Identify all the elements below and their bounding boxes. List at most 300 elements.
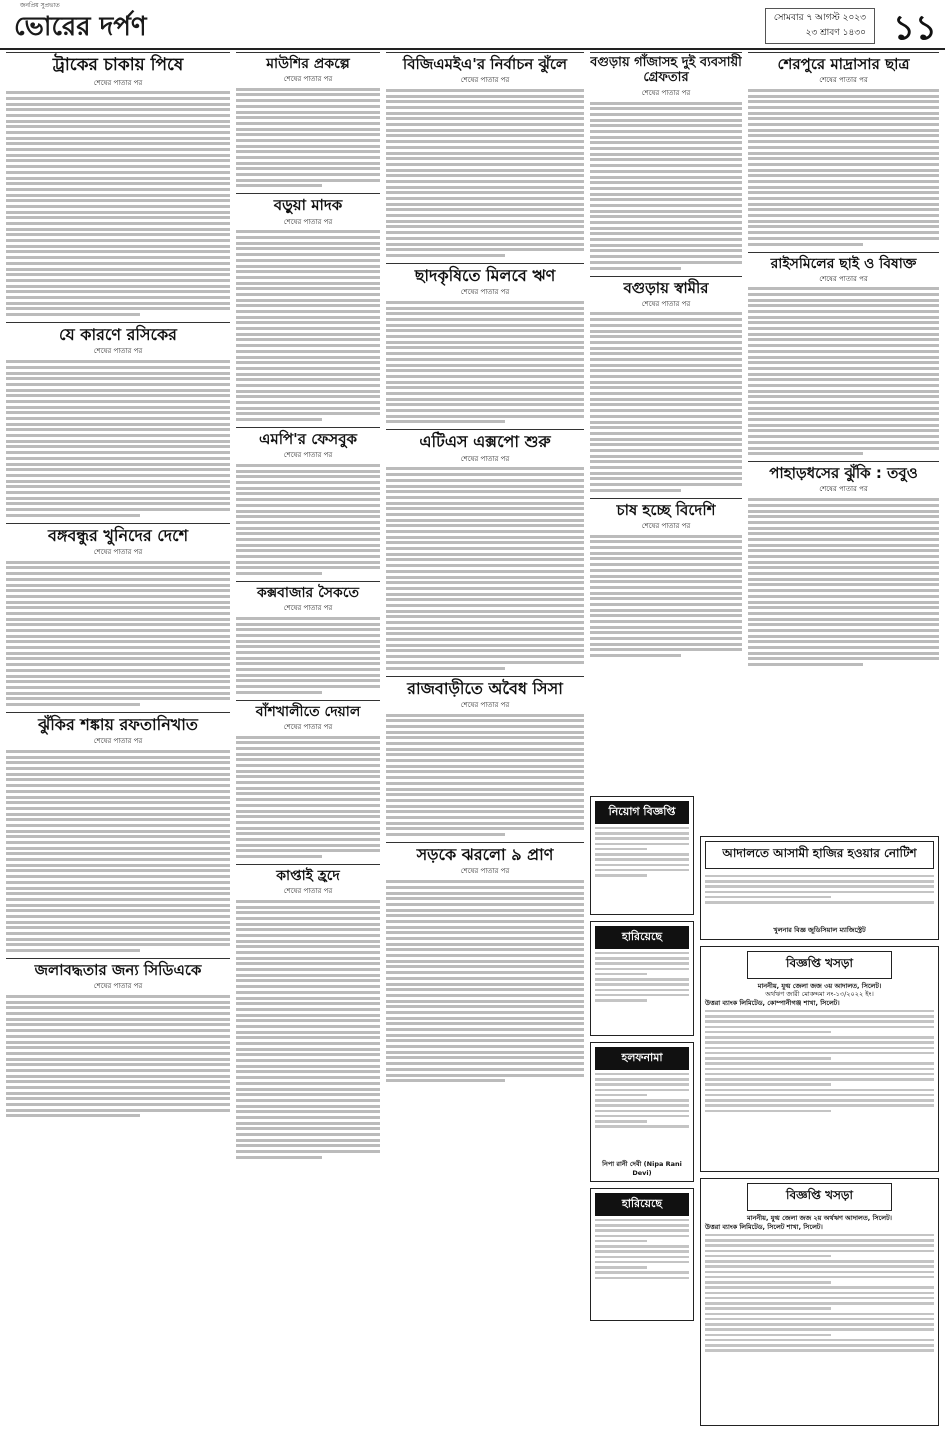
text-line: [590, 580, 742, 583]
text-line: [748, 89, 939, 92]
text-line: [6, 451, 230, 454]
date-block: [765, 8, 875, 44]
text-line: [6, 1114, 140, 1117]
text-line: [705, 1020, 934, 1023]
text-line: [236, 395, 380, 398]
text-line: [595, 1235, 689, 1238]
text-line: [595, 1271, 689, 1274]
text-line: [705, 1244, 934, 1247]
text-line: [236, 957, 380, 960]
text-line: [236, 1156, 322, 1159]
text-line: [236, 532, 380, 535]
text-line: [386, 926, 584, 929]
text-line: [590, 341, 742, 344]
text-line: [386, 358, 584, 361]
text-line: [705, 1302, 934, 1305]
story-continued-label: শেষের পাতার পর: [641, 88, 691, 97]
text-line: [590, 330, 742, 333]
text-line: [6, 1029, 230, 1032]
text-line: [236, 527, 380, 530]
text-line: [6, 796, 230, 799]
text-line: [705, 875, 934, 878]
text-line: [748, 214, 939, 217]
text-line: [386, 610, 584, 613]
text-line: [590, 460, 742, 463]
text-line: [595, 952, 689, 955]
text-line: [748, 197, 939, 200]
text-line: [748, 100, 939, 103]
text-line: [6, 137, 230, 140]
text-line: [705, 1349, 934, 1352]
text-line: [386, 403, 584, 406]
text-line: [386, 827, 584, 830]
text-line: [590, 415, 742, 418]
text-line: [748, 612, 939, 615]
text-line: [748, 208, 939, 211]
text-line: [6, 222, 230, 225]
text-line: [748, 424, 939, 427]
text-line: [6, 233, 230, 236]
text-line: [386, 502, 584, 505]
text-line: [236, 1133, 380, 1136]
text-line: [236, 1053, 380, 1056]
text-line: [6, 1012, 230, 1015]
text-line: [6, 480, 230, 483]
text-line: [236, 827, 380, 830]
text-line: [748, 191, 939, 194]
text-line: [386, 479, 584, 482]
text-line: [705, 1036, 934, 1039]
text-line: [236, 792, 380, 795]
text-line: [236, 259, 380, 262]
story-body-text: [590, 535, 742, 657]
text-line: [590, 626, 742, 629]
text-line: [705, 1068, 934, 1071]
text-line: [236, 504, 380, 507]
text-line: [748, 606, 939, 609]
text-line: [595, 1256, 689, 1259]
text-line: [6, 285, 230, 288]
text-line: [705, 1271, 934, 1274]
text-line: [236, 111, 380, 114]
text-line: [236, 1093, 380, 1096]
text-line: [236, 787, 380, 790]
text-line: [6, 921, 230, 924]
text-line: [6, 194, 230, 197]
text-line: [595, 1104, 689, 1107]
story-headline: পাহাড়ধসের ঝুঁকি : তবুও: [748, 461, 939, 482]
text-line: [705, 1323, 934, 1326]
text-line: [236, 1144, 380, 1147]
text-line: [6, 463, 230, 466]
text-line: [590, 113, 742, 116]
text-line: [595, 1245, 689, 1248]
text-line: [236, 361, 380, 364]
story-continued-label: শেষের পাতার পর: [283, 722, 333, 731]
text-line: [590, 369, 742, 372]
text-line: [590, 569, 742, 572]
news-story: [6, 712, 230, 952]
text-line: [748, 225, 939, 228]
text-line: [236, 917, 380, 920]
text-line: [236, 561, 380, 564]
text-line: [748, 333, 939, 336]
story-headline: জলাবদ্ধতার জন্য সিডিএকে: [6, 958, 230, 979]
text-line: [236, 906, 380, 909]
text-line: [595, 1110, 689, 1113]
text-line: [386, 208, 584, 211]
text-line: [595, 869, 689, 872]
story-headline: এমপি'র ফেসবুক: [236, 427, 380, 448]
text-line: [6, 108, 230, 111]
text-line: [386, 134, 584, 137]
text-line: [236, 900, 380, 903]
text-line: [6, 273, 230, 276]
story-body-text: [748, 89, 939, 246]
text-line: [748, 418, 939, 421]
text-line: [236, 549, 380, 552]
text-line: [386, 152, 584, 155]
text-line: [386, 886, 584, 889]
text-line: [386, 725, 584, 728]
text-line: [236, 940, 380, 943]
text-line: [705, 1281, 831, 1284]
story-body-text: [386, 880, 584, 1082]
text-line: [595, 1094, 647, 1097]
text-line: [705, 1292, 934, 1295]
text-line: [595, 1120, 647, 1123]
news-story: [236, 52, 380, 187]
text-line: [386, 530, 584, 533]
text-line: [6, 91, 230, 94]
news-story: [236, 864, 380, 1159]
text-line: [6, 372, 230, 375]
text-line: [236, 1036, 380, 1039]
text-line: [236, 270, 380, 273]
text-line: [6, 1092, 230, 1095]
text-line: [386, 231, 584, 234]
text-line: [595, 1219, 689, 1222]
text-line: [6, 915, 230, 918]
text-line: [386, 954, 584, 957]
text-line: [590, 107, 742, 110]
text-line: [386, 1062, 584, 1065]
notice-2: [700, 1178, 939, 1426]
text-line: [236, 321, 380, 324]
text-line: [595, 973, 647, 976]
text-line: [705, 885, 934, 888]
story-body-text: [590, 102, 742, 270]
text-line: [386, 301, 584, 304]
text-line: [590, 193, 742, 196]
text-line: [590, 586, 742, 589]
text-line: [748, 180, 939, 183]
text-line: [386, 541, 584, 544]
text-line: [6, 383, 230, 386]
text-line: [6, 154, 230, 157]
text-line: [6, 1103, 230, 1106]
text-line: [705, 1062, 934, 1065]
text-line: [748, 555, 939, 558]
text-line: [705, 1344, 934, 1347]
text-line: [6, 445, 230, 448]
text-line: [6, 909, 230, 912]
text-line: [6, 675, 230, 678]
text-line: [748, 447, 939, 450]
text-line: [748, 356, 939, 359]
text-line: [748, 657, 939, 660]
text-line: [236, 962, 380, 965]
text-line: [236, 1065, 380, 1068]
text-line: [595, 1125, 689, 1128]
text-line: [595, 978, 689, 981]
text-line: [6, 142, 230, 145]
text-line: [705, 1260, 934, 1263]
text-line: [748, 220, 939, 223]
text-line: [386, 719, 584, 722]
text-line: [236, 128, 380, 131]
text-line: [386, 960, 584, 963]
text-line: [6, 434, 230, 437]
text-line: [236, 156, 380, 159]
text-line: [236, 88, 380, 91]
text-line: [386, 971, 584, 974]
text-line: [236, 378, 380, 381]
story-continued-label: শেষের পাতার পর: [93, 78, 143, 87]
news-story: [590, 498, 742, 657]
text-line: [386, 203, 584, 206]
text-line: [6, 657, 230, 660]
text-line: [748, 140, 939, 143]
text-line: [386, 736, 584, 739]
text-line: [386, 254, 505, 257]
text-line: [236, 651, 380, 654]
affidavit-title: হলফনামা: [595, 1047, 689, 1070]
text-line: [590, 592, 742, 595]
text-line: [386, 593, 584, 596]
text-line: [386, 833, 505, 836]
text-line: [590, 164, 742, 167]
text-line: [6, 680, 230, 683]
text-line: [6, 926, 230, 929]
text-line: [236, 1002, 380, 1005]
notice-1: [700, 946, 939, 1173]
text-line: [236, 662, 380, 665]
text-line: [748, 112, 939, 115]
text-line: [705, 1339, 934, 1342]
lost-ad-2: [590, 1188, 694, 1321]
notice-2-body: [705, 1231, 934, 1421]
text-line: [748, 441, 939, 444]
text-line: [6, 790, 230, 793]
text-line: [6, 1001, 230, 1004]
story-body-text: [6, 91, 230, 316]
text-line: [236, 991, 380, 994]
text-line: [386, 490, 584, 493]
text-line: [748, 344, 939, 347]
text-line: [590, 403, 742, 406]
text-line: [705, 1276, 934, 1279]
text-line: [236, 628, 380, 631]
text-line: [6, 784, 230, 787]
text-line: [590, 654, 681, 657]
text-line: [590, 347, 742, 350]
text-line: [6, 858, 230, 861]
text-line: [236, 481, 380, 484]
text-line: [386, 644, 584, 647]
news-story: [236, 427, 380, 575]
text-line: [590, 324, 742, 327]
story-body-text: [6, 750, 230, 952]
text-line: [748, 174, 939, 177]
text-line: [386, 163, 584, 166]
text-line: [590, 609, 742, 612]
story-continued-label: শেষের পাতার পর: [93, 737, 143, 746]
text-line: [386, 307, 584, 310]
affidavit-body: [595, 1070, 689, 1160]
text-line: [6, 595, 230, 598]
text-line: [386, 920, 584, 923]
story-headline: চাষ হচ্ছে বিদেশি: [590, 498, 742, 519]
notice-2-court: মাননীয়, যুগ্ম জেলা জজ ২য় অর্থঋণ আদালত, সিলেট।: [747, 1214, 892, 1222]
text-line: [236, 1088, 380, 1091]
text-line: [386, 341, 584, 344]
text-line: [748, 510, 939, 513]
text-line: [386, 983, 584, 986]
text-line: [236, 832, 380, 835]
text-line: [6, 629, 230, 632]
story-headline: শেরপুরে মাদ্রাসার ছাত্র: [748, 52, 939, 73]
text-line: [590, 563, 742, 566]
text-line: [236, 333, 380, 336]
text-line: [748, 521, 939, 524]
text-line: [748, 95, 939, 98]
story-headline: মাউশির প্রকল্পে: [236, 52, 380, 72]
text-line: [6, 188, 230, 191]
story-continued-label: শেষের পাতার পর: [819, 485, 868, 494]
text-line: [595, 983, 689, 986]
text-line: [386, 558, 584, 561]
text-line: [595, 837, 689, 840]
text-line: [236, 304, 380, 307]
date-bengali: ২৩ শ্রাবণ ১৪৩০: [805, 28, 866, 38]
story-body-text: [236, 736, 380, 858]
news-story: [6, 52, 230, 316]
text-line: [6, 394, 230, 397]
notice-1-case: অর্থঋণ জারী মোকদ্দমা নং-১৩/২০২২ ইং।: [765, 990, 874, 998]
text-line: [590, 535, 742, 538]
text-line: [236, 173, 380, 176]
text-line: [236, 412, 380, 415]
story-continued-label: শেষের পাতার পর: [460, 76, 510, 85]
text-line: [705, 1234, 934, 1237]
text-line: [386, 948, 584, 951]
text-line: [6, 411, 230, 414]
text-line: [595, 874, 647, 877]
text-line: [590, 432, 742, 435]
text-line: [748, 117, 939, 120]
text-line: [6, 663, 230, 666]
text-line: [236, 265, 380, 268]
text-line: [6, 813, 230, 816]
text-line: [705, 1083, 831, 1086]
story-headline: যে কারণে রসিকের: [6, 322, 230, 344]
text-line: [705, 1015, 934, 1018]
text-line: [590, 438, 742, 441]
text-line: [386, 1045, 584, 1048]
text-line: [386, 146, 584, 149]
text-line: [236, 179, 380, 182]
story-body-text: [748, 498, 939, 666]
column-3: [386, 52, 584, 1088]
text-line: [386, 604, 584, 607]
text-line: [386, 621, 584, 624]
text-line: [590, 426, 742, 429]
text-line: [6, 572, 230, 575]
text-line: [6, 669, 230, 672]
masthead: [0, 0, 945, 50]
text-line: [6, 377, 230, 380]
text-line: [590, 540, 742, 543]
text-line: [748, 134, 939, 137]
text-line: [705, 1334, 831, 1337]
text-line: [236, 815, 380, 818]
text-line: [386, 903, 584, 906]
text-line: [236, 105, 380, 108]
text-line: [595, 843, 689, 846]
story-headline: কাপ্তাই হ্রদে: [236, 864, 380, 884]
text-line: [590, 552, 742, 555]
text-line: [236, 1099, 380, 1102]
text-line: [236, 139, 380, 142]
text-line: [748, 435, 939, 438]
text-line: [386, 649, 584, 652]
text-line: [236, 1070, 380, 1073]
text-line: [6, 756, 230, 759]
text-line: [236, 133, 380, 136]
text-line: [386, 564, 584, 567]
text-line: [590, 472, 742, 475]
text-line: [386, 799, 584, 802]
court-notice-court: খুলনার বিজ্ঞ জুডিসিয়াল ম্যাজিস্ট্রেট: [773, 926, 866, 934]
text-line: [6, 561, 230, 564]
text-line: [6, 887, 230, 890]
text-line: [595, 1089, 689, 1092]
text-line: [236, 475, 380, 478]
text-line: [748, 384, 939, 387]
text-line: [6, 686, 230, 689]
text-line: [748, 129, 939, 132]
news-story: [748, 461, 939, 666]
lost-ad-1-title: হারিয়েছে: [595, 926, 689, 949]
text-line: [595, 864, 689, 867]
story-headline: ট্রাকের চাকায় পিষে: [6, 52, 230, 76]
text-line: [386, 770, 584, 773]
text-line: [590, 477, 742, 480]
text-line: [748, 640, 939, 643]
text-line: [386, 473, 584, 476]
text-line: [748, 412, 939, 415]
text-line: [748, 549, 939, 552]
text-line: [236, 184, 322, 187]
text-line: [236, 911, 380, 914]
text-line: [595, 853, 689, 856]
text-line: [236, 623, 380, 626]
text-line: [748, 561, 939, 564]
text-line: [6, 508, 230, 511]
text-line: [748, 601, 939, 604]
text-line: [6, 171, 230, 174]
